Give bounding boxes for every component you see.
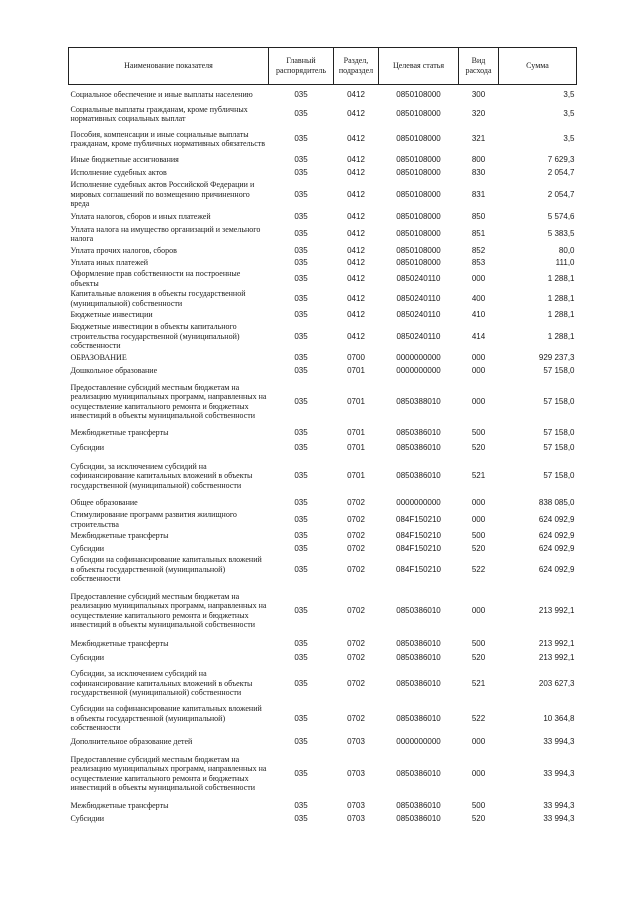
table-row bbox=[69, 378, 577, 426]
row-target: 0850240110 bbox=[396, 310, 441, 320]
row-amount: 213 992,1 bbox=[538, 639, 575, 649]
row-target: 0000000000 bbox=[396, 736, 441, 746]
table-row bbox=[69, 180, 577, 210]
row-main-manager: 035 bbox=[294, 245, 308, 255]
row-main-manager: 035 bbox=[294, 543, 308, 553]
row-name: Исполнение судебных актов bbox=[70, 168, 167, 178]
table-row bbox=[69, 224, 577, 245]
row-name: Пособия, компенсации и иные социальные выплаты гражданам, кроме публичных нормативных обязательств bbox=[70, 129, 266, 148]
table-row bbox=[69, 497, 577, 510]
row-amount: 1 288,1 bbox=[547, 331, 575, 341]
table-row bbox=[69, 245, 577, 257]
row-target: 084F150210 bbox=[396, 514, 441, 524]
row-main-manager: 035 bbox=[294, 564, 308, 574]
table-row bbox=[69, 799, 577, 813]
row-name: Субсидии на софинансирование капитальных вложений в объекты государственной (муниципальной) собственности bbox=[70, 704, 262, 733]
row-section: 0412 bbox=[347, 293, 365, 303]
table-row bbox=[69, 364, 577, 378]
row-target: 0850386010 bbox=[396, 813, 441, 823]
row-section: 0412 bbox=[347, 89, 365, 99]
table-row bbox=[69, 585, 577, 637]
row-amount: 57 158,0 bbox=[543, 365, 575, 375]
row-name: Субсидии, за исключением субсидий на софинансирование капитальных вложений в объекты государственной (муниципальной) собственности bbox=[70, 461, 253, 490]
table-row bbox=[69, 530, 577, 543]
row-main-manager: 035 bbox=[294, 155, 308, 165]
table-row bbox=[69, 426, 577, 441]
row-expense-type: 831 bbox=[471, 189, 486, 199]
row-main-manager: 035 bbox=[294, 531, 308, 541]
table-row bbox=[69, 210, 577, 224]
row-expense-type: 522 bbox=[471, 564, 486, 574]
header-amount: Сумма bbox=[499, 48, 577, 85]
row-expense-type: 321 bbox=[471, 134, 486, 144]
row-target: 084F150210 bbox=[396, 543, 441, 553]
budget-table bbox=[68, 47, 577, 825]
row-amount: 838 085,0 bbox=[538, 498, 575, 508]
row-main-manager: 035 bbox=[294, 653, 308, 663]
table-row bbox=[69, 257, 577, 269]
table-row bbox=[69, 289, 577, 309]
row-amount: 3,5 bbox=[563, 89, 575, 99]
row-amount: 3,5 bbox=[563, 134, 575, 144]
header-name: Наименование показателя bbox=[69, 48, 269, 85]
row-name: Субсидии bbox=[70, 543, 105, 553]
row-expense-type: 000 bbox=[471, 514, 486, 524]
row-name: Предоставление субсидий местным бюджетам на реализацию муниципальных программ, направленных на осуществление капитального ремонта и бюджетных инвестиций в объекты муниципальной собственности bbox=[70, 382, 267, 420]
row-amount: 624 092,9 bbox=[538, 564, 575, 574]
row-name: Стимулирование программ развития жилищного строительства bbox=[70, 510, 237, 529]
row-section: 0702 bbox=[347, 605, 365, 615]
row-main-manager: 035 bbox=[294, 229, 308, 239]
table-row bbox=[69, 813, 577, 825]
row-target: 0850386010 bbox=[396, 639, 441, 649]
header-target: Целевая статья bbox=[379, 48, 459, 85]
row-name: Общее образование bbox=[70, 498, 138, 508]
row-target: 0000000000 bbox=[396, 352, 441, 362]
row-target: 084F150210 bbox=[396, 564, 441, 574]
row-section: 0702 bbox=[347, 543, 365, 553]
table-row bbox=[69, 104, 577, 125]
row-expense-type: 521 bbox=[471, 678, 486, 688]
row-section: 0412 bbox=[347, 155, 365, 165]
row-name: Капитальные вложения в объекты государственной (муниципальной) собственности bbox=[70, 289, 246, 308]
row-target: 084F150210 bbox=[396, 531, 441, 541]
row-name: Иные бюджетные ассигнования bbox=[70, 155, 179, 165]
row-section: 0703 bbox=[347, 800, 365, 810]
row-name: Субсидии на софинансирование капитальных вложений в объекты государственной (муниципальной) собственности bbox=[70, 555, 262, 584]
row-name: Субсидии bbox=[70, 813, 105, 823]
row-section: 0701 bbox=[347, 396, 365, 406]
row-main-manager: 035 bbox=[294, 293, 308, 303]
row-target: 0850108000 bbox=[396, 134, 441, 144]
row-name: Уплата иных платежей bbox=[70, 257, 149, 267]
row-main-manager: 035 bbox=[294, 639, 308, 649]
row-amount: 929 237,3 bbox=[538, 352, 575, 362]
row-expense-type: 000 bbox=[471, 605, 486, 615]
row-expense-type: 000 bbox=[471, 365, 486, 375]
row-target: 0850108000 bbox=[396, 89, 441, 99]
row-name: Социальное обеспечение и иные выплаты населению bbox=[70, 89, 253, 99]
row-expense-type: 320 bbox=[471, 109, 486, 119]
row-main-manager: 035 bbox=[294, 352, 308, 362]
row-name: Исполнение судебных актов Российской Федерации и мировых соглашений по возмещению причиненного вреда bbox=[70, 180, 255, 209]
row-expense-type: 000 bbox=[471, 352, 486, 362]
row-target: 0850388010 bbox=[396, 396, 441, 406]
row-section: 0703 bbox=[347, 813, 365, 823]
row-section: 0701 bbox=[347, 365, 365, 375]
row-main-manager: 035 bbox=[294, 168, 308, 178]
row-section: 0412 bbox=[347, 189, 365, 199]
row-section: 0702 bbox=[347, 514, 365, 524]
row-amount: 213 992,1 bbox=[538, 653, 575, 663]
row-main-manager: 035 bbox=[294, 428, 308, 438]
row-section: 0412 bbox=[347, 273, 365, 283]
row-name: Дошкольное образование bbox=[70, 365, 158, 375]
row-section: 0703 bbox=[347, 768, 365, 778]
row-name: Социальные выплаты гражданам, кроме публичных нормативных социальных выплат bbox=[70, 104, 248, 123]
row-amount: 7 629,3 bbox=[547, 155, 575, 165]
table-row bbox=[69, 85, 577, 104]
row-expense-type: 500 bbox=[471, 800, 486, 810]
row-main-manager: 035 bbox=[294, 800, 308, 810]
row-expense-type: 852 bbox=[471, 245, 486, 255]
table-row bbox=[69, 154, 577, 167]
row-amount: 33 994,3 bbox=[543, 768, 575, 778]
table-row bbox=[69, 555, 577, 585]
row-amount: 5 383,5 bbox=[547, 229, 575, 239]
row-expense-type: 520 bbox=[471, 443, 486, 453]
table-row bbox=[69, 352, 577, 364]
row-name: Межбюджетные трансферты bbox=[70, 800, 169, 810]
row-main-manager: 035 bbox=[294, 736, 308, 746]
row-main-manager: 035 bbox=[294, 310, 308, 320]
row-section: 0701 bbox=[347, 471, 365, 481]
row-amount: 33 994,3 bbox=[543, 800, 575, 810]
row-section: 0702 bbox=[347, 498, 365, 508]
row-main-manager: 035 bbox=[294, 257, 308, 267]
row-amount: 5 574,6 bbox=[547, 211, 575, 221]
row-expense-type: 000 bbox=[471, 396, 486, 406]
row-section: 0702 bbox=[347, 639, 365, 649]
row-section: 0412 bbox=[347, 310, 365, 320]
row-name: Межбюджетные трансферты bbox=[70, 531, 169, 541]
row-expense-type: 830 bbox=[471, 168, 486, 178]
row-section: 0700 bbox=[347, 352, 365, 362]
row-main-manager: 035 bbox=[294, 678, 308, 688]
row-section: 0702 bbox=[347, 678, 365, 688]
row-amount: 203 627,3 bbox=[538, 678, 575, 688]
row-expense-type: 414 bbox=[471, 331, 486, 341]
row-name: Субсидии bbox=[70, 653, 105, 663]
row-target: 0000000000 bbox=[396, 498, 441, 508]
row-expense-type: 853 bbox=[471, 257, 486, 267]
table-row bbox=[69, 269, 577, 289]
row-main-manager: 035 bbox=[294, 813, 308, 823]
row-amount: 213 992,1 bbox=[538, 605, 575, 615]
row-target: 0850240110 bbox=[396, 293, 441, 303]
row-section: 0412 bbox=[347, 134, 365, 144]
row-amount: 2 054,7 bbox=[547, 168, 575, 178]
row-name: Предоставление субсидий местным бюджетам на реализацию муниципальных программ, направленных на осуществление капитального ремонта и бюджетных инвестиций в объекты муниципальной собственности bbox=[70, 754, 267, 792]
row-name: Бюджетные инвестиции bbox=[70, 310, 153, 320]
row-section: 0412 bbox=[347, 168, 365, 178]
table-header-row bbox=[69, 48, 577, 85]
row-expense-type: 000 bbox=[471, 273, 486, 283]
row-expense-type: 000 bbox=[471, 768, 486, 778]
row-expense-type: 520 bbox=[471, 653, 486, 663]
row-target: 0850386010 bbox=[396, 605, 441, 615]
row-section: 0701 bbox=[347, 443, 365, 453]
row-amount: 57 158,0 bbox=[543, 428, 575, 438]
row-target: 0850108000 bbox=[396, 189, 441, 199]
row-name: Предоставление субсидий местным бюджетам на реализацию муниципальных программ, направленных на осуществление капитального ремонта и бюджетных инвестиций в объекты муниципальной собственности bbox=[70, 591, 267, 629]
table-row bbox=[69, 125, 577, 154]
table-row bbox=[69, 637, 577, 652]
row-amount: 624 092,9 bbox=[538, 514, 575, 524]
row-amount: 111,0 bbox=[555, 257, 575, 267]
row-name: Уплата налога на имущество организаций и земельного налога bbox=[70, 224, 261, 243]
row-target: 0850240110 bbox=[396, 273, 441, 283]
row-expense-type: 500 bbox=[471, 639, 486, 649]
row-target: 0850108000 bbox=[396, 229, 441, 239]
table-row bbox=[69, 167, 577, 180]
row-name: Субсидии, за исключением субсидий на софинансирование капитальных вложений в объекты государственной (муниципальной) собственности bbox=[70, 669, 253, 698]
row-main-manager: 035 bbox=[294, 89, 308, 99]
row-main-manager: 035 bbox=[294, 134, 308, 144]
row-main-manager: 035 bbox=[294, 713, 308, 723]
row-section: 0702 bbox=[347, 713, 365, 723]
row-section: 0702 bbox=[347, 564, 365, 574]
row-expense-type: 500 bbox=[471, 531, 486, 541]
row-name: ОБРАЗОВАНИЕ bbox=[70, 352, 127, 362]
table-row bbox=[69, 749, 577, 799]
row-main-manager: 035 bbox=[294, 273, 308, 283]
row-name: Оформление прав собственности на построенные объекты bbox=[70, 269, 241, 288]
row-target: 0850108000 bbox=[396, 168, 441, 178]
header-main-manager: Главный распорядитель bbox=[269, 48, 334, 85]
row-main-manager: 035 bbox=[294, 109, 308, 119]
row-name: Уплата налогов, сборов и иных платежей bbox=[70, 211, 211, 221]
row-target: 0850386010 bbox=[396, 443, 441, 453]
row-target: 0850108000 bbox=[396, 257, 441, 267]
row-amount: 57 158,0 bbox=[543, 471, 575, 481]
row-amount: 624 092,9 bbox=[538, 531, 575, 541]
row-expense-type: 851 bbox=[471, 229, 486, 239]
row-target: 0000000000 bbox=[396, 365, 441, 375]
row-name: Межбюджетные трансферты bbox=[70, 428, 169, 438]
row-expense-type: 850 bbox=[471, 211, 486, 221]
table-row bbox=[69, 510, 577, 530]
row-section: 0702 bbox=[347, 531, 365, 541]
row-main-manager: 035 bbox=[294, 498, 308, 508]
row-amount: 10 364,8 bbox=[543, 713, 575, 723]
table-row bbox=[69, 441, 577, 456]
row-main-manager: 035 bbox=[294, 189, 308, 199]
row-main-manager: 035 bbox=[294, 211, 308, 221]
row-section: 0412 bbox=[347, 331, 365, 341]
row-main-manager: 035 bbox=[294, 514, 308, 524]
row-target: 0850108000 bbox=[396, 245, 441, 255]
row-amount: 3,5 bbox=[563, 109, 575, 119]
row-expense-type: 500 bbox=[471, 428, 486, 438]
row-amount: 80,0 bbox=[558, 245, 575, 255]
table-row bbox=[69, 665, 577, 703]
row-amount: 33 994,3 bbox=[543, 736, 575, 746]
header-section: Раздел, подраздел bbox=[334, 48, 379, 85]
row-name: Межбюджетные трансферты bbox=[70, 639, 169, 649]
row-target: 0850240110 bbox=[396, 331, 441, 341]
row-amount: 624 092,9 bbox=[538, 543, 575, 553]
row-target: 0850108000 bbox=[396, 155, 441, 165]
row-target: 0850386010 bbox=[396, 428, 441, 438]
row-name: Субсидии bbox=[70, 443, 105, 453]
row-expense-type: 400 bbox=[471, 293, 486, 303]
row-section: 0701 bbox=[347, 428, 365, 438]
row-target: 0850108000 bbox=[396, 211, 441, 221]
table-row bbox=[69, 652, 577, 665]
row-target: 0850386010 bbox=[396, 800, 441, 810]
row-main-manager: 035 bbox=[294, 396, 308, 406]
row-amount: 57 158,0 bbox=[543, 396, 575, 406]
row-target: 0850386010 bbox=[396, 471, 441, 481]
row-section: 0412 bbox=[347, 257, 365, 267]
row-name: Бюджетные инвестиции в объекты капитального строительства государственной (муниципальной) собственности bbox=[70, 322, 240, 351]
table-row bbox=[69, 543, 577, 555]
row-main-manager: 035 bbox=[294, 471, 308, 481]
row-amount: 57 158,0 bbox=[543, 443, 575, 453]
row-main-manager: 035 bbox=[294, 768, 308, 778]
row-amount: 33 994,3 bbox=[543, 813, 575, 823]
row-name: Дополнительное образование детей bbox=[70, 736, 193, 746]
row-expense-type: 522 bbox=[471, 713, 486, 723]
row-expense-type: 520 bbox=[471, 543, 486, 553]
row-amount: 2 054,7 bbox=[547, 189, 575, 199]
row-section: 0412 bbox=[347, 245, 365, 255]
table-body bbox=[69, 85, 577, 825]
row-name: Уплата прочих налогов, сборов bbox=[70, 245, 177, 255]
row-expense-type: 300 bbox=[471, 89, 486, 99]
table-row bbox=[69, 703, 577, 735]
row-target: 0850108000 bbox=[396, 109, 441, 119]
row-main-manager: 035 bbox=[294, 605, 308, 615]
row-expense-type: 800 bbox=[471, 155, 486, 165]
row-main-manager: 035 bbox=[294, 331, 308, 341]
row-target: 0850386010 bbox=[396, 653, 441, 663]
row-amount: 1 288,1 bbox=[547, 293, 575, 303]
row-expense-type: 520 bbox=[471, 813, 486, 823]
table-row bbox=[69, 309, 577, 322]
table-row bbox=[69, 322, 577, 352]
row-main-manager: 035 bbox=[294, 443, 308, 453]
row-target: 0850386010 bbox=[396, 768, 441, 778]
row-section: 0412 bbox=[347, 229, 365, 239]
header-expense-type: Вид расхода bbox=[459, 48, 499, 85]
row-target: 0850386010 bbox=[396, 713, 441, 723]
row-amount: 1 288,1 bbox=[547, 273, 575, 283]
row-target: 0850386010 bbox=[396, 678, 441, 688]
row-expense-type: 410 bbox=[471, 310, 486, 320]
row-main-manager: 035 bbox=[294, 365, 308, 375]
row-section: 0412 bbox=[347, 109, 365, 119]
row-expense-type: 000 bbox=[471, 498, 486, 508]
table-row bbox=[69, 456, 577, 497]
row-expense-type: 521 bbox=[471, 471, 486, 481]
table-row bbox=[69, 735, 577, 749]
row-section: 0412 bbox=[347, 211, 365, 221]
row-section: 0702 bbox=[347, 653, 365, 663]
row-expense-type: 000 bbox=[471, 736, 486, 746]
row-section: 0703 bbox=[347, 736, 365, 746]
row-amount: 1 288,1 bbox=[547, 310, 575, 320]
